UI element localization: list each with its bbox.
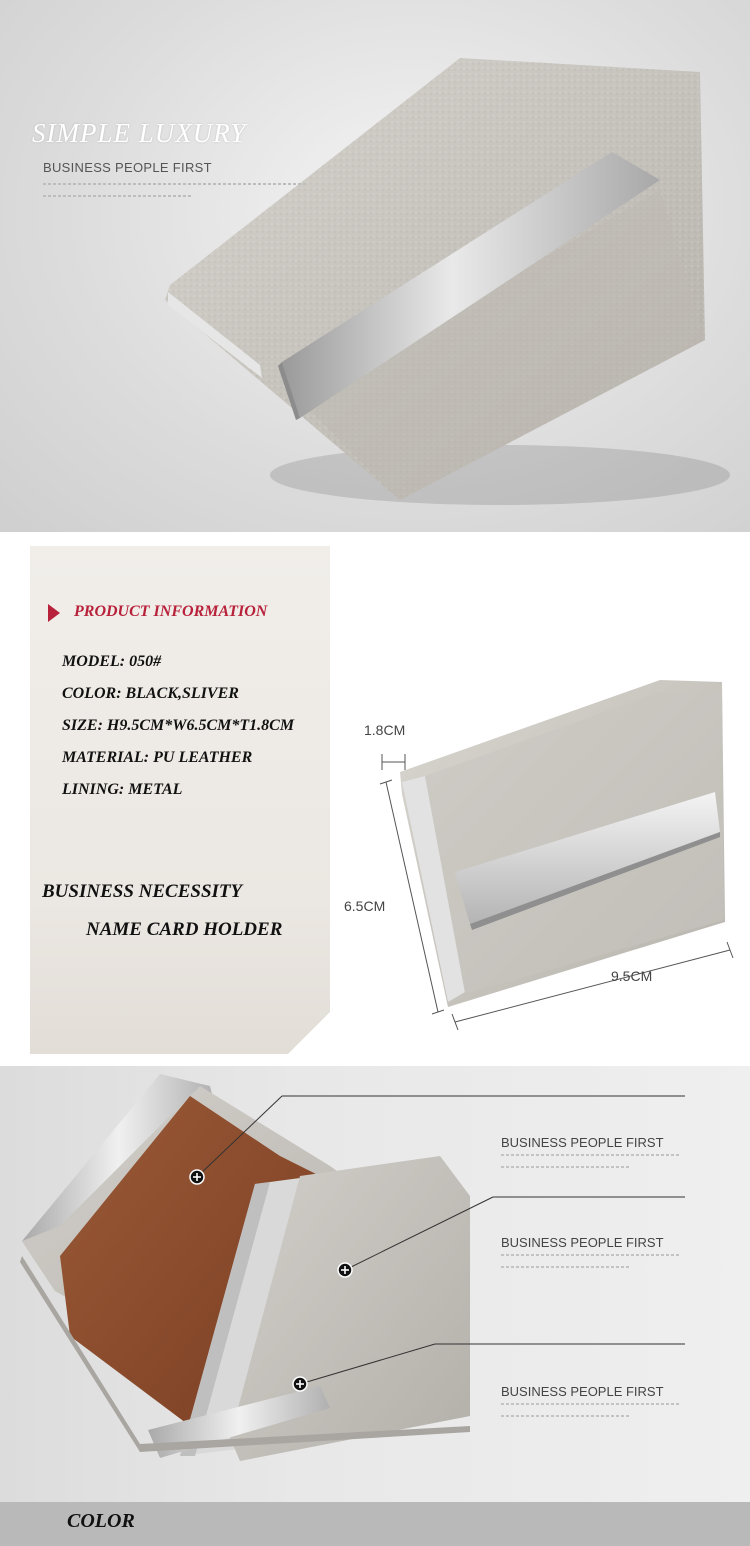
tagline-line2: NAME CARD HOLDER xyxy=(86,919,283,940)
color-section-header xyxy=(0,1502,750,1546)
card-holder-closed-image xyxy=(0,0,750,532)
decorative-fine-line xyxy=(43,183,308,185)
spec-color: COLOR: BLACK,SLIVER xyxy=(62,685,239,702)
decorative-fine-line xyxy=(501,1403,681,1405)
plus-marker-icon xyxy=(293,1377,307,1391)
interior-detail-section xyxy=(0,1066,750,1502)
plus-marker-icon xyxy=(190,1170,204,1184)
hero-banner xyxy=(0,0,750,532)
decorative-fine-line xyxy=(501,1166,631,1168)
spec-model: MODEL: 050# xyxy=(62,653,162,670)
dimension-height: 6.5CM xyxy=(344,898,386,914)
decorative-fine-line xyxy=(501,1266,631,1268)
card-holder-dimension-image xyxy=(330,532,750,1066)
hero-title: SIMPLE LUXURY xyxy=(32,118,247,148)
spec-lining: LINING: METAL xyxy=(62,781,183,798)
product-info-title: PRODUCT INFORMATION xyxy=(74,603,268,620)
page-fold xyxy=(288,1012,330,1054)
card-holder-open-image xyxy=(0,1066,750,1502)
info-panel xyxy=(30,546,330,1054)
spec-material: MATERIAL: PU LEATHER xyxy=(62,749,253,766)
decorative-fine-line xyxy=(43,195,193,197)
arrow-icon xyxy=(48,604,60,622)
spec-size: SIZE: H9.5CM*W6.5CM*T1.8CM xyxy=(62,717,295,734)
decorative-fine-line xyxy=(501,1254,681,1256)
decorative-fine-line xyxy=(501,1415,631,1417)
dimension-thickness: 1.8CM xyxy=(364,722,406,738)
product-info-section xyxy=(0,532,750,1066)
decorative-fine-line xyxy=(501,1154,681,1156)
callout-label-1: BUSINESS PEOPLE FIRST xyxy=(501,1135,664,1150)
hero-subtitle: BUSINESS PEOPLE FIRST xyxy=(43,160,212,175)
callout-label-2: BUSINESS PEOPLE FIRST xyxy=(501,1235,664,1250)
tagline-line1: BUSINESS NECESSITY xyxy=(42,881,243,902)
callout-label-3: BUSINESS PEOPLE FIRST xyxy=(501,1384,664,1399)
color-label: COLOR xyxy=(67,1510,135,1532)
plus-marker-icon xyxy=(338,1263,352,1277)
dimension-width: 9.5CM xyxy=(611,968,653,984)
